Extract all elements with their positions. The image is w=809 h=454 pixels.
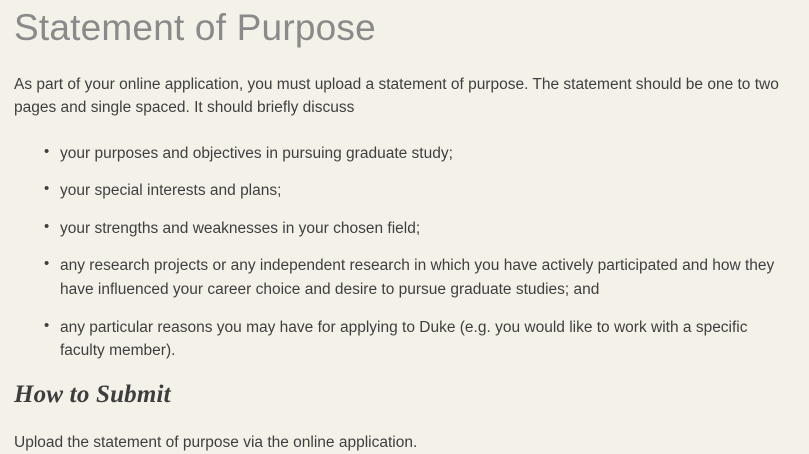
list-item: • your special interests and plans;: [44, 179, 795, 203]
list-item: • your strengths and weaknesses in your chosen field;: [44, 217, 795, 241]
list-item: • your purposes and objectives in pursuing graduate study;: [44, 142, 795, 166]
intro-paragraph: As part of your online application, you must upload a statement of purpose. The statement should be one to two pages and single spaced. It should briefly discuss: [14, 75, 779, 117]
submit-instructions: Upload the statement of purpose via the online application.: [14, 433, 418, 451]
list-item: • any particular reasons you may have for applying to Duke (e.g. you would like to work with a specific faculty member).: [44, 316, 795, 363]
requirements-list: [14, 142, 795, 363]
page-title: Statement of Purpose: [14, 7, 376, 48]
section-heading-how-to-submit: How to Submit: [14, 380, 171, 408]
list-item: • any research projects or any independent research in which you have actively participated and how they have influenced your career choice and desire to pursue graduate studies; and: [44, 254, 795, 301]
